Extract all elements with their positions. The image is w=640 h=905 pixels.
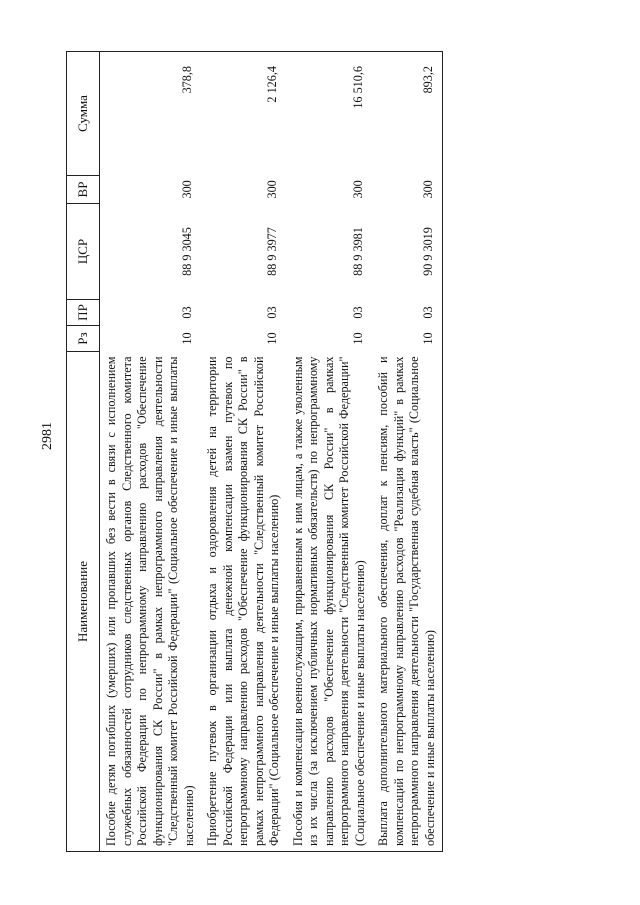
table-header-row	[67, 52, 100, 852]
row-rz: 10	[265, 332, 279, 345]
row-vr: 300	[350, 180, 365, 199]
row-vr: 300	[265, 180, 279, 199]
table-row	[372, 52, 443, 852]
row-vr: 300	[372, 176, 443, 204]
row-name: Пособие детям погибших (умерших) или пропавших без вести в связи с исполнением служебных обязанностей сотрудников следственных органов Следственного комитета Российской Федерации по непрограммному направлению расходов "Обеспечение функционирования СК России" в рамках непрограммного направления деятельности "Следственный комитет Российской Федерации" (Социальное обеспечение и иные выплаты населению)	[100, 352, 202, 852]
row-pr: 03	[350, 306, 365, 319]
header-csr: ЦСР	[67, 204, 100, 300]
row-sum: 2 126,4	[201, 52, 287, 176]
row-pr: 03	[179, 306, 194, 319]
row-name: Приобретение путевок в организации отдыха и оздоровления детей на территории Российской Федерации или выплата денежной компенсации взамен путевок по непрограммному направлению расходов "Обеспечение функционирования СК России" в рамках непрограммного направления деятельности "Следственный комитет Российской Федерации" (Социальное обеспечение и иные выплаты населению)	[201, 352, 287, 852]
rotated-table-wrap	[66, 52, 586, 852]
row-name: Выплата дополнительного материального обеспечения, доплат к пенсиям, пособий и компенсаций по непрограммному направлению расходов "Реализация функций" в рамках непрограммного направления деятельности "Государственная судебная власть" (Социальное обеспечение и иные выплаты населению)	[372, 352, 443, 852]
row-csr: 88 9 3977	[265, 227, 279, 276]
row-vr: 300	[179, 180, 194, 199]
row-csr: 90 9 3019	[372, 204, 443, 300]
row-csr: 88 9 3981	[350, 227, 365, 276]
header-name: Наименование	[67, 352, 100, 852]
table-row	[100, 52, 202, 852]
row-sum: 378,8	[100, 52, 202, 176]
header-sum: Сумма	[67, 52, 100, 176]
page-number: 2981	[40, 422, 55, 450]
budget-table	[66, 51, 443, 852]
row-rz: 10	[350, 332, 365, 345]
row-sum: 893,2	[372, 52, 443, 176]
row-rz: 10	[179, 332, 194, 345]
header-vr: ВР	[67, 176, 100, 204]
table-row	[201, 52, 287, 852]
row-pr: 03	[265, 306, 279, 319]
header-pr: ПР	[67, 300, 100, 326]
row-csr: 88 9 3045	[179, 227, 194, 276]
row-sum: 16 510,6	[287, 52, 373, 176]
row-name: Пособия и компенсации военнослужащим, приравненным к ним лицам, а также уволенным из их числа (за исключением публичных нормативных обязательств) по непрограммному направлению расходов "Обеспечение функционирования СК России" в рамках непрограммного направления деятельности "Следственный комитет Российской Федерации" (Социальное обеспечение и иные выплаты населению)	[287, 352, 373, 852]
table-row	[287, 52, 373, 852]
row-pr: 03	[372, 300, 443, 326]
row-rz: 10	[372, 326, 443, 352]
header-rz: Рз	[67, 326, 100, 352]
